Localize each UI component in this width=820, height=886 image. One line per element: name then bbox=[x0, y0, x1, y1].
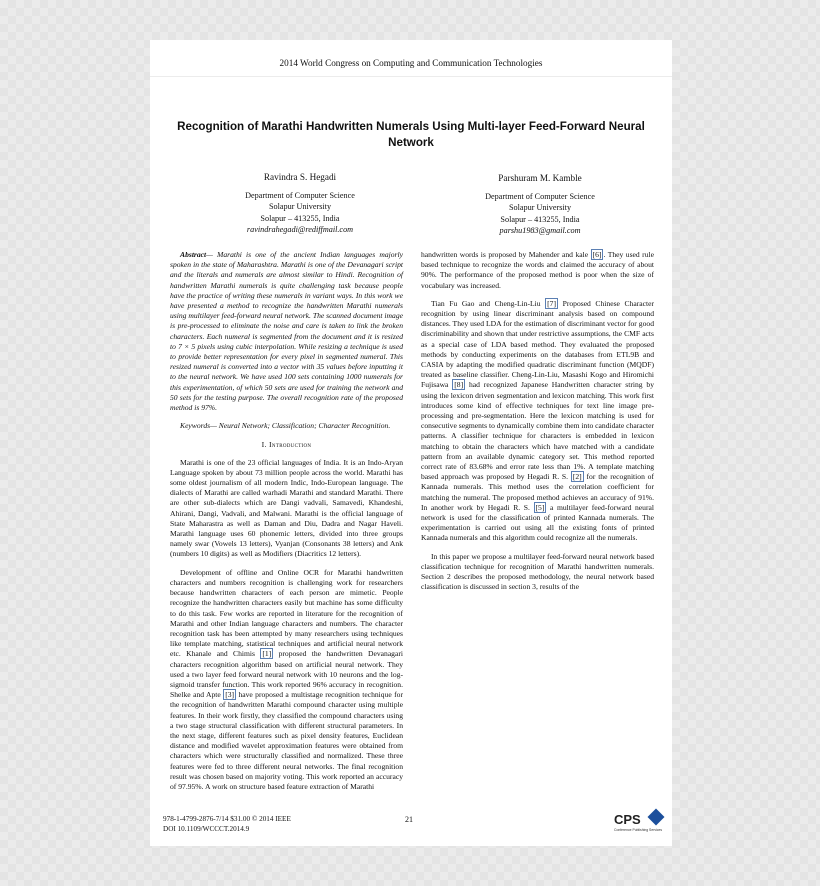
conference-name: 2014 World Congress on Computing and Communication Technologies bbox=[279, 58, 543, 68]
author-dept: Department of Computer Science bbox=[245, 190, 355, 200]
intro-paragraph-3: Tian Fu Gao and Cheng-Lin-Liu [7] Proposed Chinese Character recognition by using linear discriminant analysis based on compound distances. They used LDA for the estimation of discriminant vector for good discriminability and shown that under restrictive assumptions, the CMF acts as a special case of LDA based method. They evaluated the proposed methods by conducting experiments on the databases from ETL9B and CASIA by adapting the modified quadratic discriminant function (MQDF) treated as baseline classifier. Cheng-Lin-Liu, Masashi Kogo and Hiromichi Fujisawa [8] had recognized Japanese Handwritten character string by using the lexicon driven segmentation and lexicon matching. This work first introduces some kind of effective techniques for text line image pre-processing and pre-segmentation. Here the lexicon matching is used for consecutive segments to dynamically combine them into candidate character patterns. A classifier technique for characters is embedded in lexicon matching to obtain the characters which have matched with a candidate pattern from an available dynamic category set. This method reported correct rate of 83.68% and error rate less than 1%. A template matching based approach was proposed by Hegadi R. S. [2] for the recognition of Kannada numerals. This method uses the correlation coefficient for matching the numeral. The proposed method achieves an accuracy of 91%. In another work by Hegadi R. S. [5] a multilayer feed-forward neural network is used for the classification of printed Kannada numerals. The experimentation is carried out using all the existing fonts of printed Kannada numerals and this algorithm could recognize all the numerals. bbox=[421, 298, 654, 543]
citation-link[interactable]: [2] bbox=[572, 472, 582, 482]
paper-title: Recognition of Marathi Handwritten Numerals Using Multi-layer Feed-Forward Neural Network bbox=[177, 120, 645, 149]
citation-link[interactable]: [8] bbox=[454, 380, 464, 390]
author-name: Ravindra S. Hegadi bbox=[263, 172, 337, 182]
abstract-text: — Marathi is one of the ancient Indian languages majorly spoken in the state of Maharashtra. Marathi is one of the Devanagari script and the literals and numerals are almost similar to Hindi. Recognition of handwritten Marathi numerals is quite challenging task because people have the practice of writing these numerals in variant ways. In this work we have presented a method to recognize the handwritten Marathi numerals using multilayer feed-forward neural network. The scanned document image is pre-processed to eliminate the noise and care is taken to link the broken characters. Each numeral is segmented from the document and it is resized to 7 × 5 pixels using cubic interpolation. While resizing a technique is used to provide better representation for every pixel in segmented numeral. This resized numeral is converted into a vector with 35 values before inputting it to the neural network. We have used 100 sets containing 1000 numerals for this experimentation, of which 50 sets are used for training the network and 50 sets for the testing purpose. The overall recognition rate of the proposed method is 97%. bbox=[170, 250, 403, 413]
author-block-2 bbox=[440, 173, 640, 237]
citation-link[interactable]: [5] bbox=[535, 502, 545, 512]
intro-paragraph-4: In this paper we propose a multilayer feed-forward neural network based classification technique for recognition of Marathi handwritten numerals. Section 2 describes the proposed methodology, the neural network based classification is discussed in section 3, results of the bbox=[421, 551, 654, 592]
right-column bbox=[421, 250, 654, 593]
intro-paragraph-1: Marathi is one of the 23 official languages of India. It is an Indo-Aryan Language spoken by about 73 million people across the world. Marathi has some oldest journalism of all modern Indic, Indo-European language. The dialects of Marathi are called warhadi Marathi and standard Marathi. There are other sub-dialects which are Dangi vadvali, Samavedi, Khandeshi, Ahirani, Dangi, Vadvali, and Malwani. Marathi is the official language of State Maharastra as well as Daman and Diu, Dadra and Nagar Haveli. Marathi language uses 60 phonemic letters, divided into three groups namely swar (Vowels 13 letters), Vyanjan (Consonants 38 letters) and Ank (numbers 10 digits) as well as Modifiers (Diacritics 12 letters). bbox=[170, 457, 403, 559]
footer-doi: DOI 10.1109/WCCCT.2014.9 bbox=[163, 825, 250, 833]
author-univ: Solapur University bbox=[268, 202, 332, 211]
cps-diamond-icon bbox=[648, 809, 665, 826]
author-email: parshu1983@gmail.com bbox=[499, 226, 581, 235]
intro-paragraph-2-continued: have proposed a multistage recognition technique for the recognition of handwritten Marathi compound character using multiple features. In their work firstly, they classified the compound characters using a two stage structural classification with different structural parameters. In the next stage, different features such as pixel density features, Euclidean distance and modified wavelet approximation features were obtained from characters which were structurally classified and normalized. These three features were fed to three different neural networks. The final recognition result was chosen based on majority voting. This work reported an accuracy of 97.95%. A work on structure based feature extraction of Marathi bbox=[170, 690, 403, 791]
footer-box-3 bbox=[482, 806, 534, 846]
keywords: Keywords— Neural Network; Classification; Character Recognition. bbox=[180, 421, 391, 431]
section-heading-introduction: I. Introduction bbox=[261, 440, 312, 450]
cps-logo bbox=[612, 806, 664, 836]
citation-link[interactable]: [3] bbox=[225, 690, 235, 700]
author-univ: Solapur University bbox=[508, 203, 572, 212]
author-city: Solapur – 413255, India bbox=[260, 213, 340, 223]
abstract-label: Abstract bbox=[180, 250, 207, 259]
page-number: 21 bbox=[405, 815, 413, 824]
intro-paragraph-2-cont: handwritten words is proposed by Mahender and kale [6] . They used rule based technique to recognize the words and claimed the accuracy of about 90%. The performance of the proposed method is poor when the size of vocabulary was increased. bbox=[421, 250, 654, 290]
citation-link[interactable]: [6] bbox=[592, 250, 602, 259]
footer-box-4 bbox=[548, 806, 600, 846]
left-column bbox=[170, 250, 403, 792]
footer-isbn: 978-1-4799-2876-7/14 $31.00 © 2014 IEEE bbox=[163, 815, 291, 823]
footer-citation bbox=[163, 814, 291, 834]
citation-link[interactable]: [1] bbox=[262, 649, 272, 659]
author-dept: Department of Computer Science bbox=[485, 191, 595, 201]
intro-paragraph-2: Development of offline and Online OCR for Marathi handwritten characters and numbers recognition is challenging work for researchers because handwritten characters of each person are mimetic. People recognize the handwritten characters easily but machine has some difficulty to do this task. Few works are reported in literature for the recognition of Marathi and other Indian language characters and numbers. The character recognition task has been attempted by many researchers using techniques like template matching, statistical techniques and artificial neural network etc. Khanale and Chimis [1] proposed the handwritten Devanagari characters recognition algorithm based on artificial neural network. They used a two layer feed forward neural network with 10 neurons and the log-sigmoid transfer function. This work reported 96% accuracy in recognition. Shelke and Apte [3] have proposed a multistage recognition technique for the recognition of handwritten Marathi compound character using multiple features. In their work firstly, they classified the compound characters using a two stage structural classification with different structural parameters. In the next stage, different features such as pixel density features, Euclidean distance and modified wavelet approximation features were obtained from characters which were structurally classified and normalized. These three features were fed to three different neural networks. The final recognition result was chosen based on majority voting. This work reported an accuracy of 97.95%. A work on structure based feature extraction of Marathi bbox=[170, 567, 403, 791]
citation-link[interactable]: [7] bbox=[547, 298, 557, 308]
author-name: Parshuram M. Kamble bbox=[498, 173, 582, 183]
author-email: ravindrahegadi@rediffmail.com bbox=[246, 225, 354, 234]
cps-logo-text: CPS bbox=[614, 812, 641, 827]
cps-logo-subtitle: Conference Publishing Services bbox=[614, 828, 663, 832]
abstract bbox=[170, 250, 403, 413]
footer-center-box bbox=[382, 806, 460, 846]
author-city: Solapur – 413255, India bbox=[500, 214, 580, 224]
conference-header bbox=[150, 40, 672, 77]
author-block-1 bbox=[200, 172, 400, 236]
